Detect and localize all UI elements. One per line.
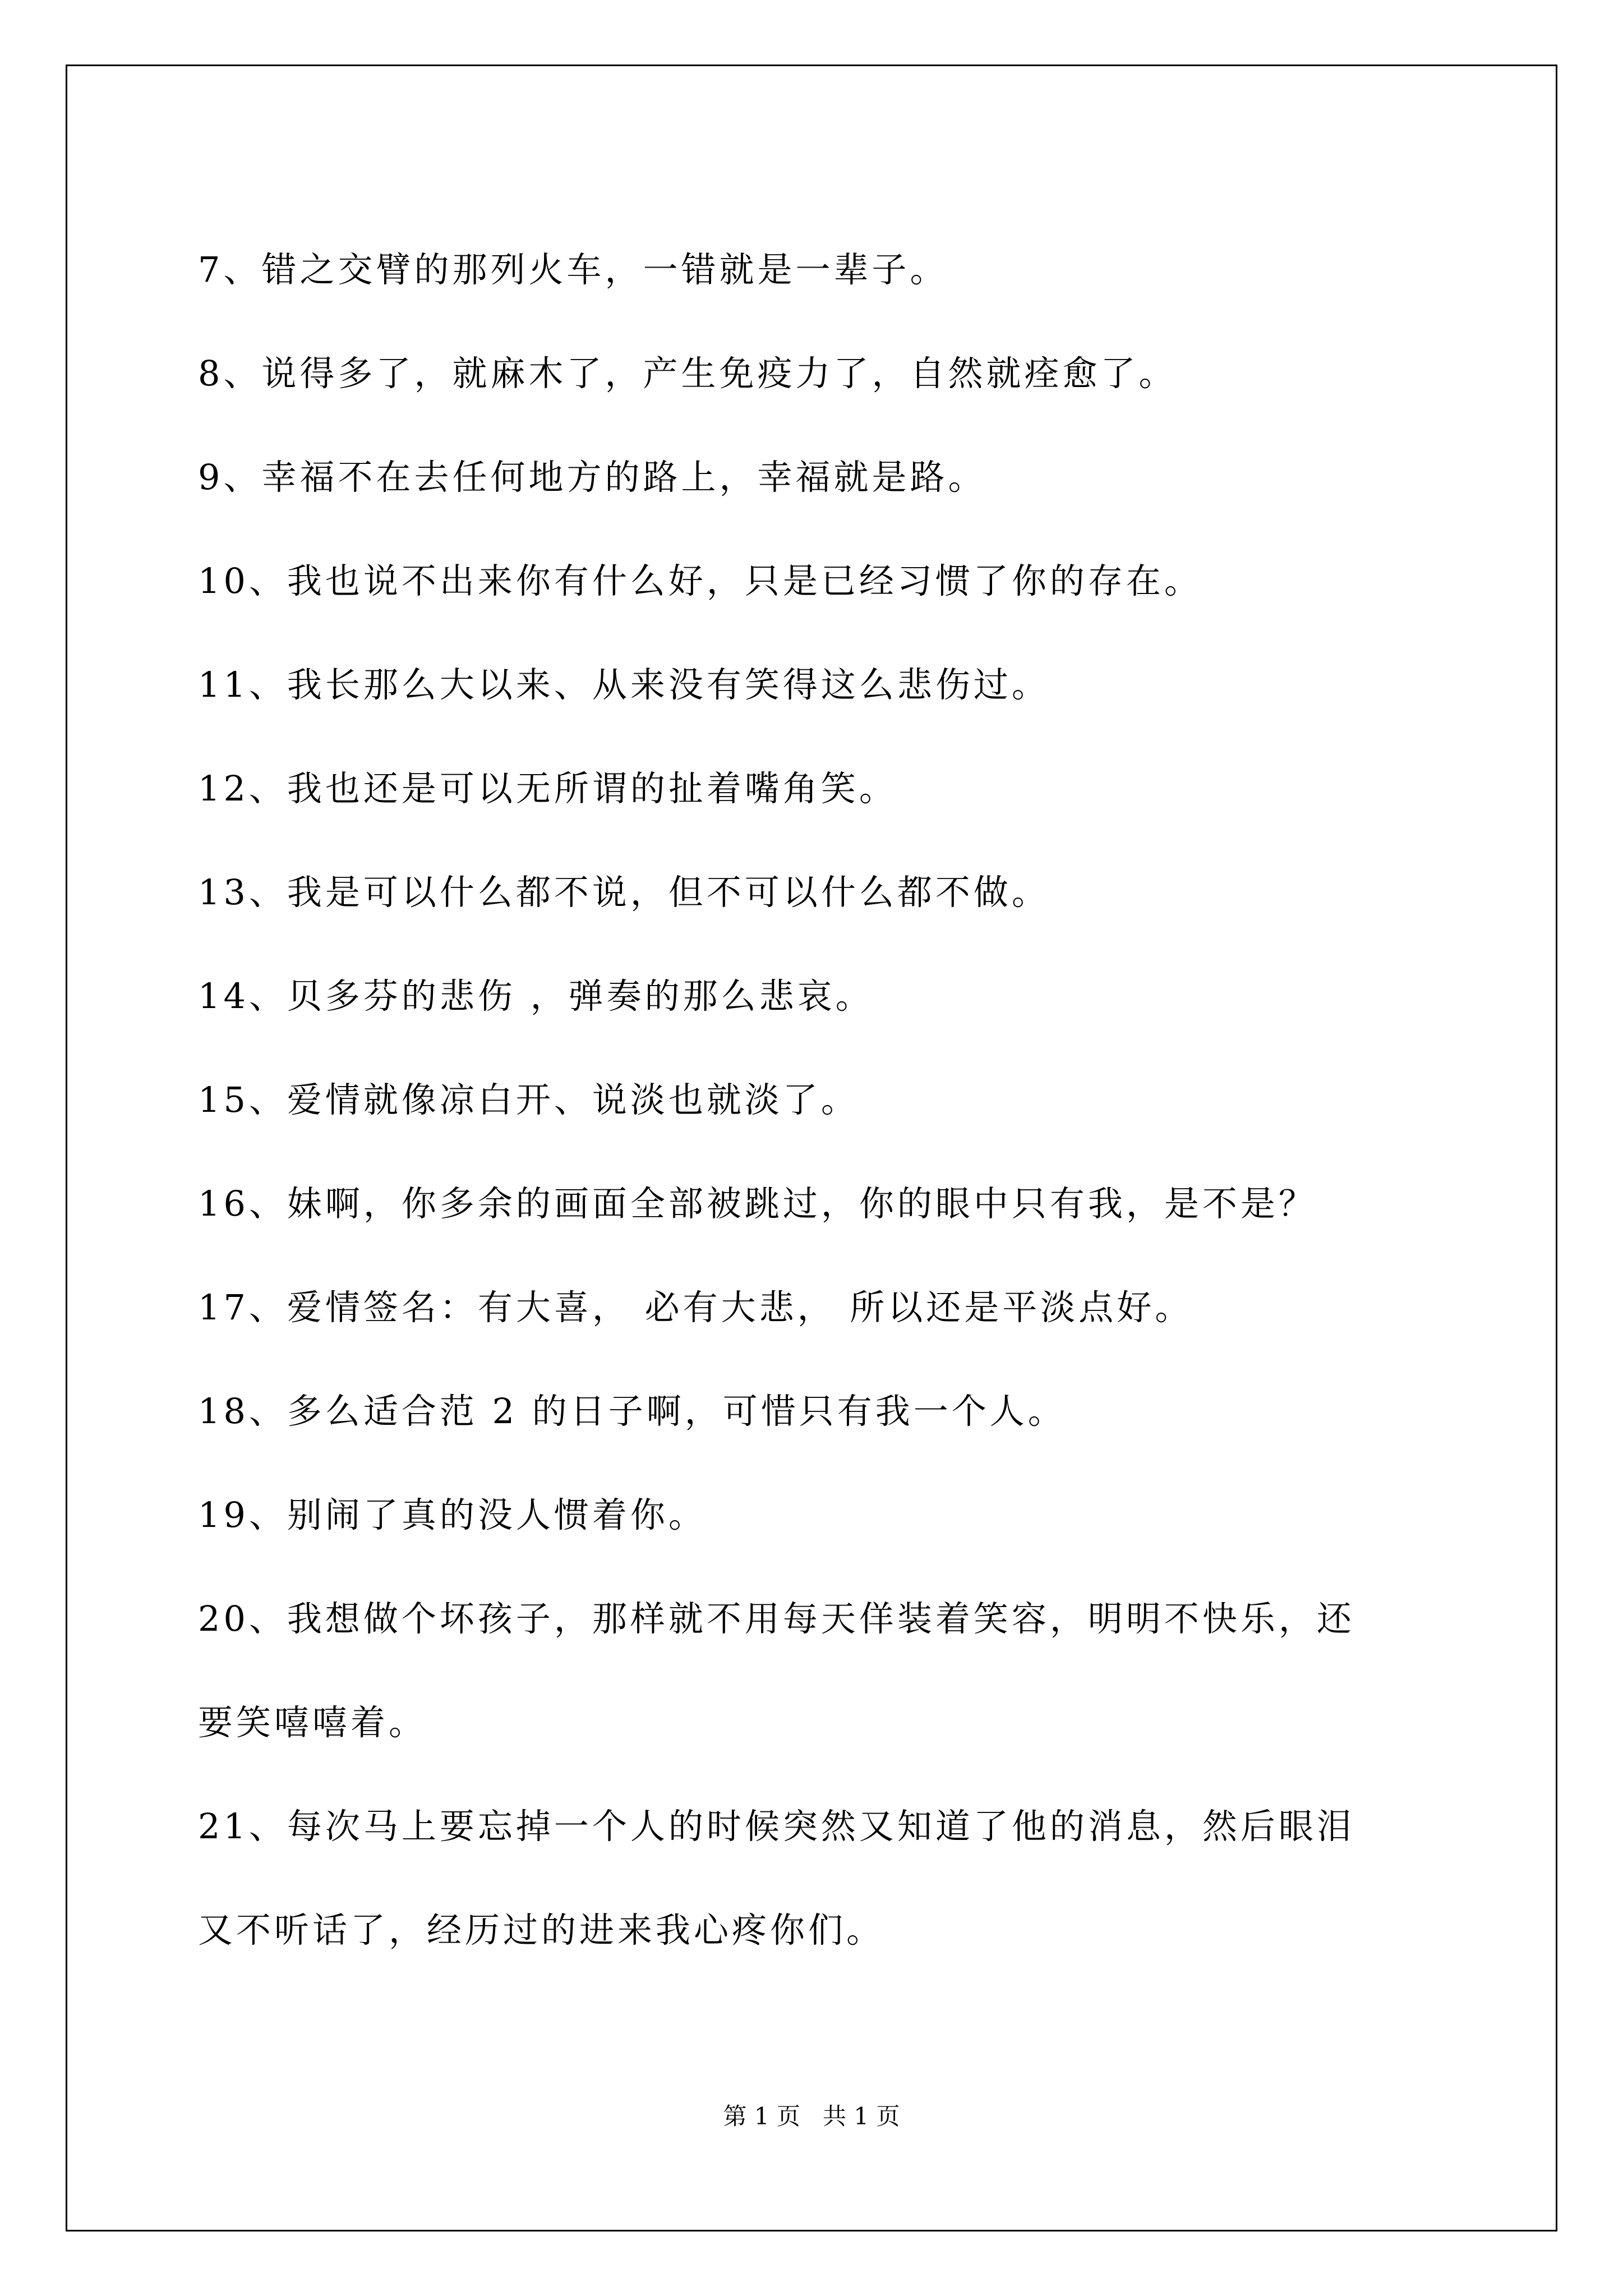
text-line: 20、我想做个坏孩子，那样就不用每天佯装着笑容，明明不快乐，还 <box>198 1598 1355 1639</box>
text-line: 8、说得多了，就麻木了，产生免疫力了，自然就痊愈了。 <box>198 353 1177 394</box>
text-line: 17、爱情签名：有大喜， 必有大悲， 所以还是平淡点好。 <box>198 1287 1193 1328</box>
text-line: 要笑嘻嘻着。 <box>198 1702 427 1743</box>
text-line: 21、每次马上要忘掉一个人的时候突然又知道了他的消息，然后眼泪 <box>198 1806 1355 1847</box>
text-line: 13、我是可以什么都不说，但不可以什么都不做。 <box>198 872 1050 913</box>
text-line: 18、多么适合范 2 的日子啊，可惜只有我一个人。 <box>198 1391 1066 1432</box>
text-line: 7、错之交臂的那列火车，一错就是一辈子。 <box>198 249 948 290</box>
document-body <box>198 218 1460 1982</box>
text-line: 10、我也说不出来你有什么好，只是已经习惯了你的存在。 <box>198 560 1202 601</box>
text-line: 14、贝多芬的悲伤 ，弹奏的那么悲哀。 <box>198 976 874 1016</box>
text-line: 12、我也还是可以无所谓的扯着嘴角笑。 <box>198 768 897 809</box>
text-line: 15、爱情就像凉白开、说淡也就淡了。 <box>198 1079 859 1120</box>
text-line: 19、别闹了真的没人惯着你。 <box>198 1494 707 1535</box>
text-line: 又不听话了，经历过的进来我心疼你们。 <box>198 1910 885 1950</box>
text-line: 11、我长那么大以来、从来没有笑得这么悲伤过。 <box>198 664 1050 705</box>
text-line: 16、妹啊，你多余的画面全部被跳过，你的眼中只有我，是不是？ <box>198 1183 1317 1224</box>
page-number-footer: 第 1 页 共 1 页 <box>723 2102 900 2130</box>
text-line: 9、幸福不在去任何地方的路上，幸福就是路。 <box>198 457 986 498</box>
